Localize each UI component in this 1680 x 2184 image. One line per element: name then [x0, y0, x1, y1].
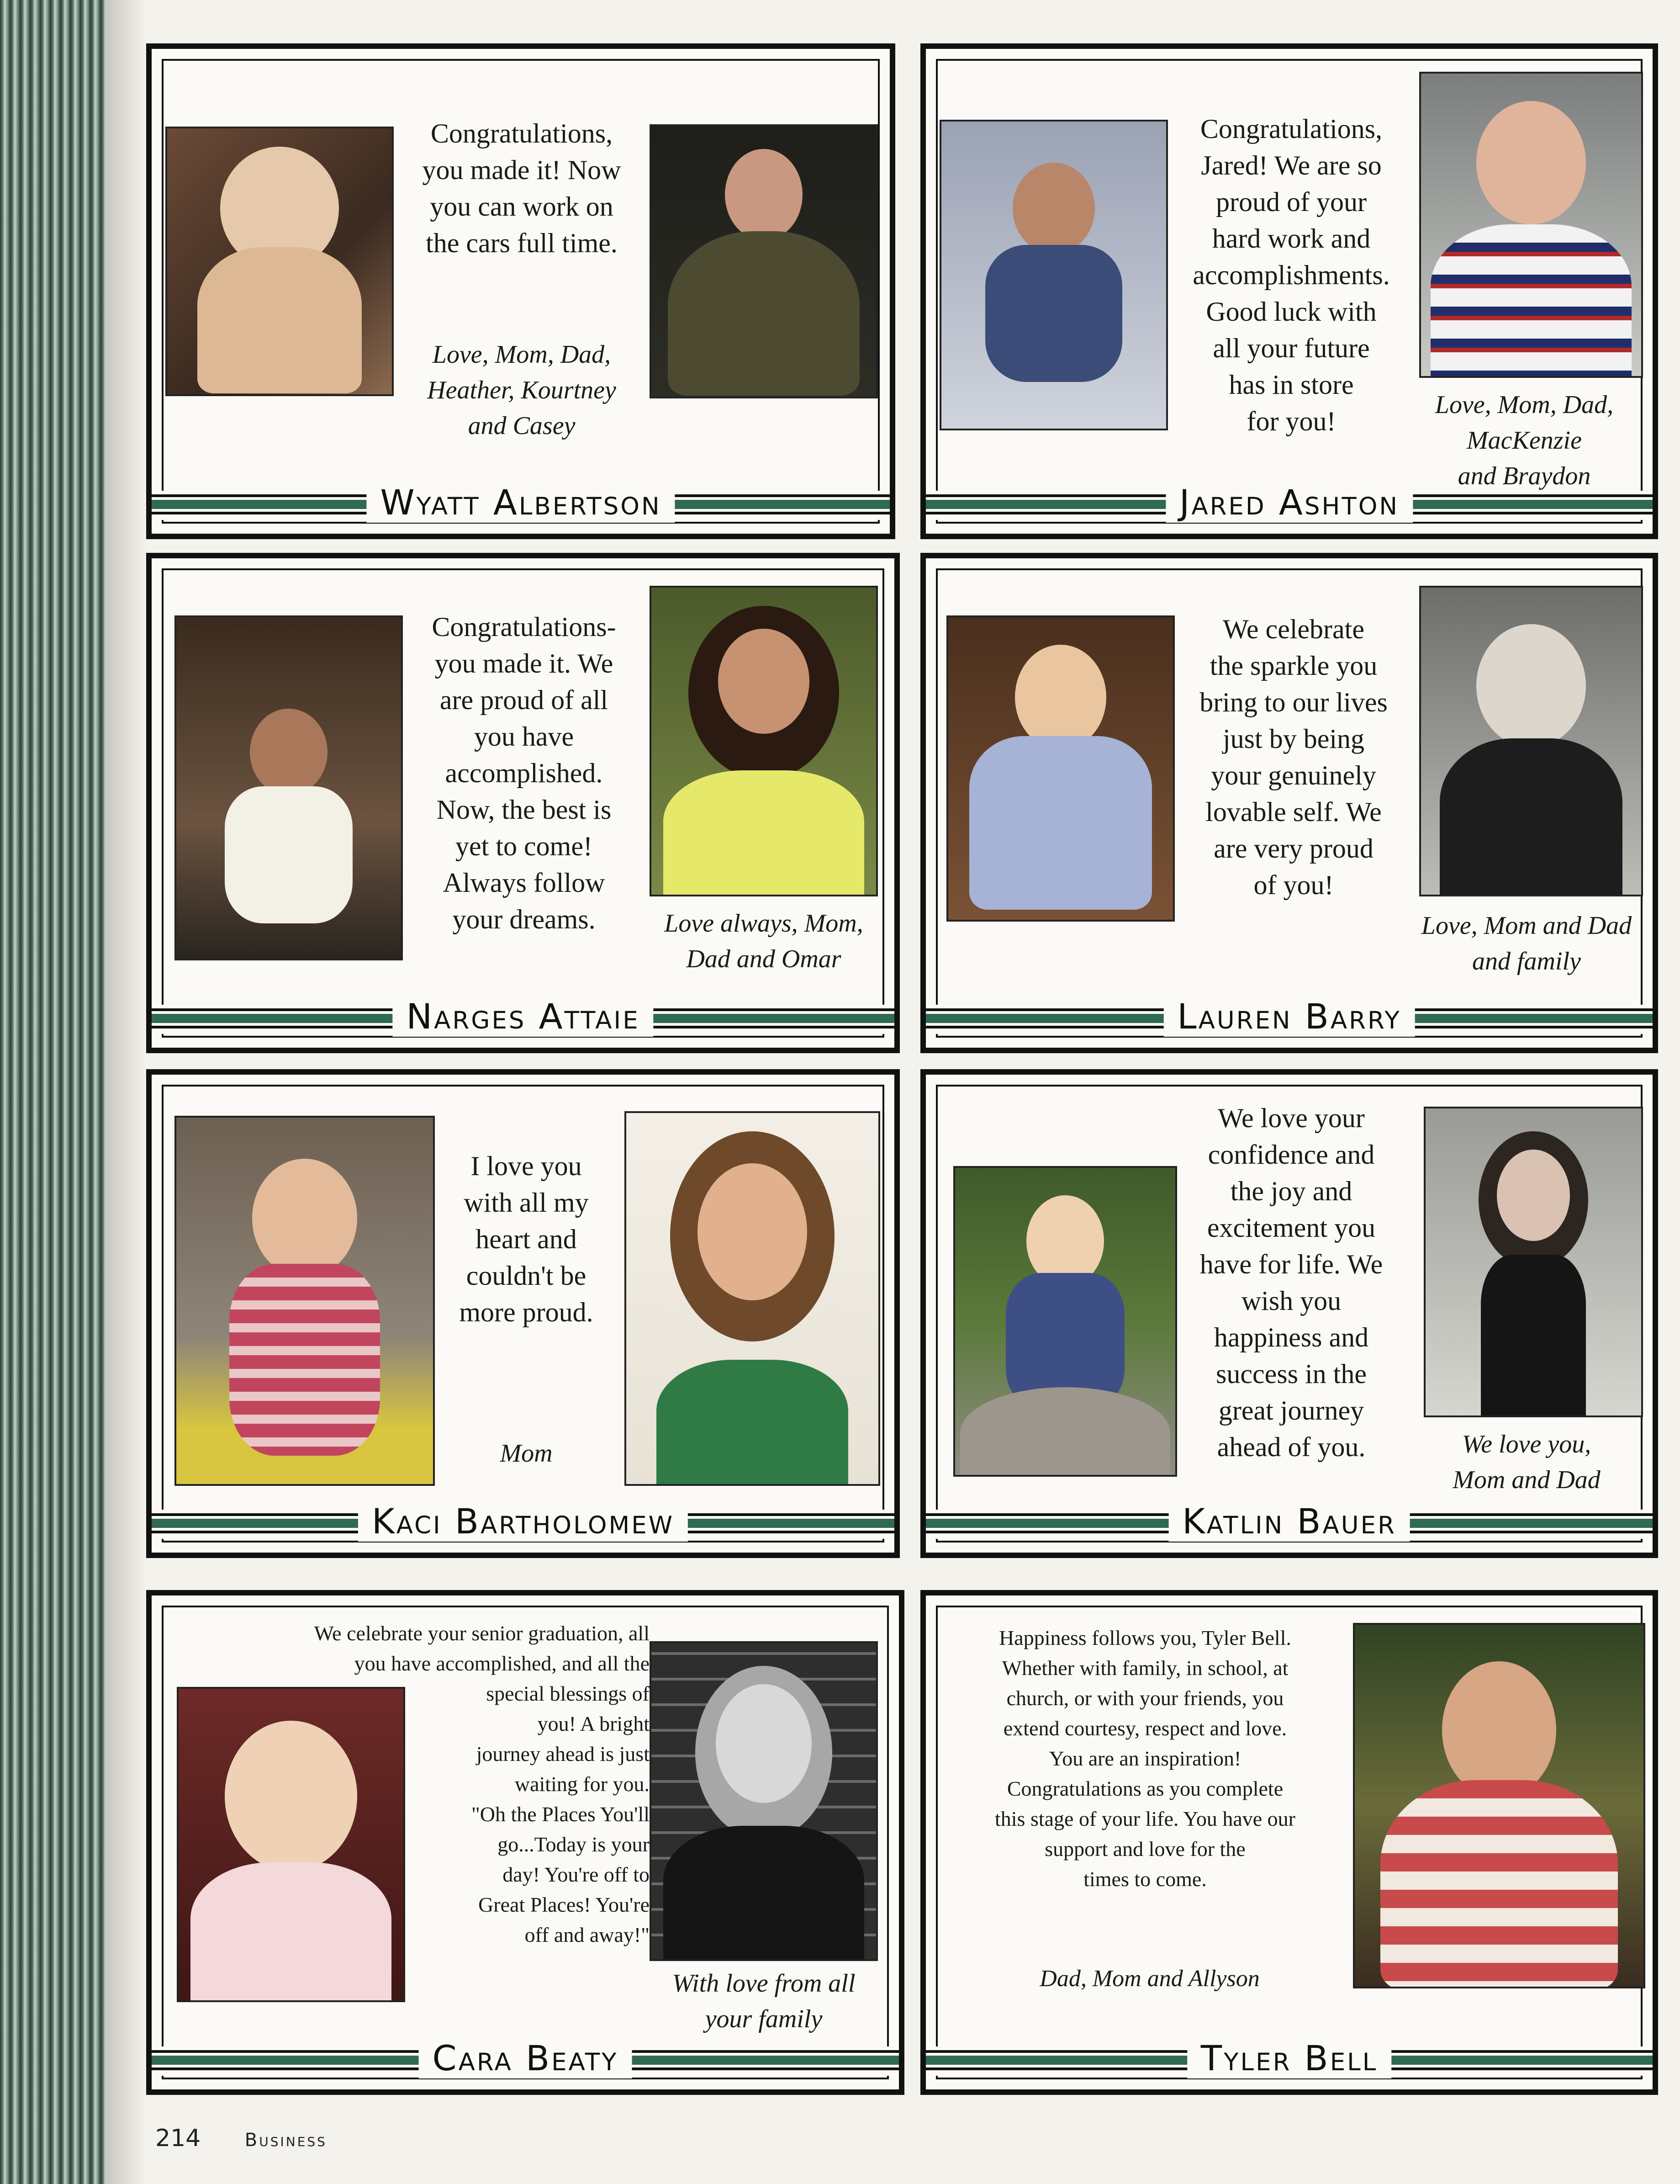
baby-photo: [165, 127, 394, 396]
ad-signature: Love, Mom, Dad, Heather, Kourtney and Casey: [427, 340, 616, 440]
ad-signature: Love always, Mom, Dad and Omar: [664, 909, 863, 973]
ad-signature: Love, Mom, Dad, MacKenzie and Braydon: [1435, 391, 1614, 490]
child-photo: [946, 615, 1175, 922]
ad-message: We celebrate the sparkle you bring to our lives just by being your genuinely lovable self. We are very proud of you!: [1199, 614, 1388, 900]
student-name: Jared Ashton: [1166, 482, 1413, 523]
ad-tyler-bell: [920, 1590, 1658, 2095]
page-edge: [0, 0, 105, 2184]
ad-jared-ashton: [920, 43, 1658, 539]
ad-signature: Dad, Mom and Allyson: [1040, 1966, 1260, 1992]
senior-photo: [650, 124, 878, 398]
ad-signature: With love from all your family: [672, 1969, 856, 2033]
student-name: Narges Attaie: [392, 996, 653, 1037]
ad-message: We celebrate your senior graduation, all you have accomplished, and all the special blessings of you! A bright journey ahead is just waiting for you. "Oh the Places You'll go...Today is your day! You're off to Great Places! You're off and away!": [314, 1622, 650, 1946]
student-name: Lauren Barry: [1163, 996, 1415, 1037]
senior-photo: [650, 1641, 878, 1961]
ad-message: Congratulations- you made it. We are proud of all you have accomplished. Now, the best is yet to come! Always follow your dreams.: [432, 612, 616, 934]
student-name: Katlin Bauer: [1168, 1501, 1410, 1542]
ad-message: Congratulations, you made it! Now you can work on the cars full time.: [422, 118, 621, 258]
senior-photo: [1424, 1107, 1643, 1417]
senior-photo: [650, 586, 878, 896]
ad-message: Congratulations, Jared! We are so proud of your hard work and accomplishments. Good luck with all your future has in store for you!: [1193, 114, 1390, 436]
section-name: Business: [244, 2130, 327, 2151]
senior-photo: [1419, 72, 1643, 378]
child-photo: [174, 615, 403, 960]
ad-cara-beaty: [146, 1590, 904, 2095]
senior-photo: [1419, 586, 1643, 896]
student-name: Cara Beaty: [419, 2038, 632, 2078]
page-footer: [155, 2125, 327, 2152]
ad-signature: We love you, Mom and Dad: [1453, 1430, 1601, 1494]
ad-signature: Love, Mom and Dad and family: [1421, 912, 1632, 975]
ad-message: I love you with all my heart and couldn't be more proud.: [459, 1151, 593, 1327]
student-name: Kaci Bartholomew: [358, 1501, 688, 1542]
child-photo: [174, 1116, 435, 1486]
page-number: 214: [155, 2125, 201, 2152]
child-photo: [953, 1166, 1177, 1477]
student-name: Wyatt Albertson: [366, 482, 675, 523]
ad-narges-attaie: [146, 553, 900, 1053]
ad-wyatt-albertson: [146, 43, 895, 539]
ad-signature: Mom: [500, 1439, 553, 1468]
spine-shadow: [105, 0, 146, 2184]
ad-message: Happiness follows you, Tyler Bell. Whether with family, in school, at church, or with your friends, you extend courtesy, respect and love. You are an inspiration! Congratulations as you complete this stage of your life. You have our support and love for the times to come.: [995, 1626, 1295, 1891]
senior-photo: [1353, 1623, 1645, 1988]
child-photo: [940, 120, 1168, 430]
student-name: Tyler Bell: [1187, 2038, 1391, 2078]
ad-katlin-bauer: [920, 1069, 1658, 1558]
ad-lauren-barry: [920, 553, 1658, 1053]
ad-kaci-bartholomew: [146, 1069, 900, 1558]
ad-message: We love your confidence and the joy and excitement you have for life. We wish you happiness and success in the great journey ahead of you.: [1199, 1103, 1383, 1462]
senior-photo: [624, 1111, 880, 1486]
